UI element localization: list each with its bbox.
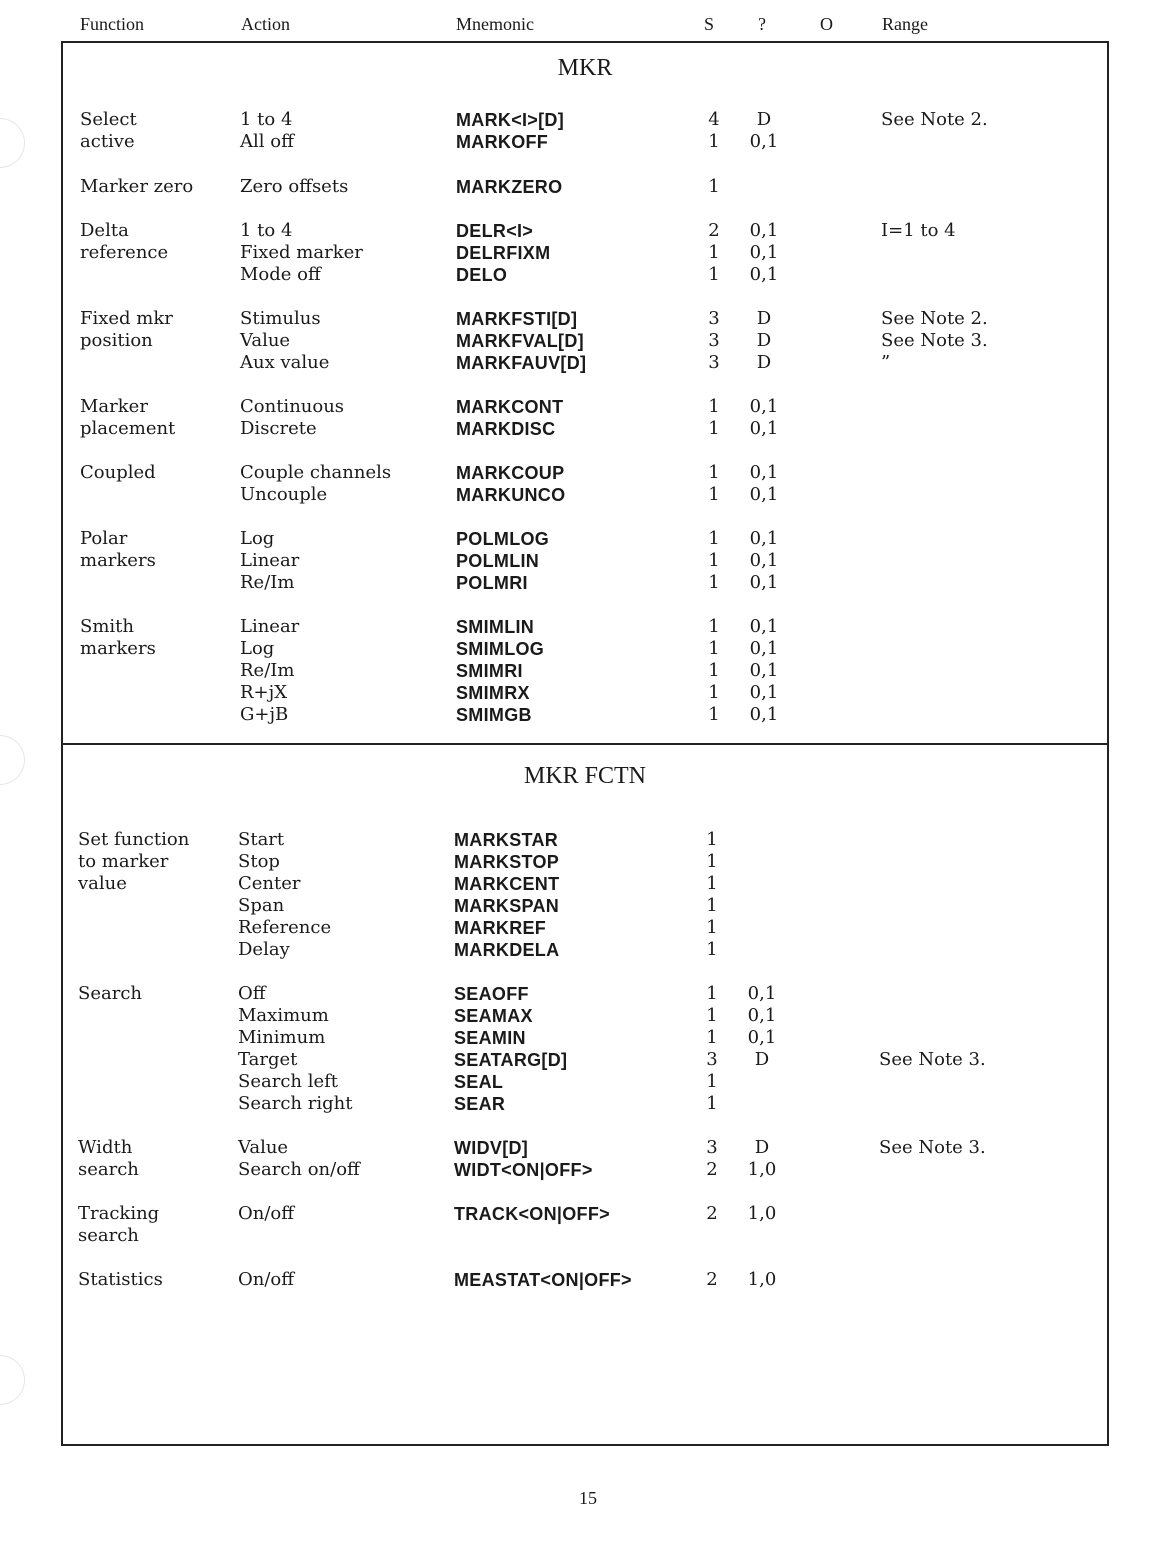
mnemonic-cell: MARKUNCO [456,485,566,505]
action-cell: Zero offsets [240,176,349,197]
function-cell: markers [80,638,156,659]
s-cell: 1 [706,1071,718,1092]
query-cell: 0,1 [749,418,779,439]
action-cell: Fixed marker [240,242,363,263]
mkr-fctn-section-title: MKR FCTN [523,763,647,789]
s-cell: 1 [706,939,718,960]
s-cell: 1 [708,528,720,549]
mkr-fctn-section [61,743,1109,1446]
query-cell: 0,1 [747,1005,777,1026]
range-cell: See Note 3. [879,1137,986,1158]
function-cell: Coupled [80,462,156,483]
mnemonic-cell: MARKFSTI[D] [456,309,578,329]
s-cell: 1 [708,616,720,637]
function-cell: position [80,330,153,351]
s-cell: 1 [706,1093,718,1114]
mnemonic-cell: MARKCONT [456,397,564,417]
mnemonic-cell: DELR<I> [456,221,534,241]
s-cell: 1 [708,462,720,483]
s-cell: 1 [708,704,720,725]
header-s: S [704,14,715,34]
action-cell: Value [238,1137,289,1158]
mnemonic-cell: SMIMGB [456,705,532,725]
mnemonic-cell: TRACK<ON|OFF> [454,1204,610,1224]
action-cell: Off [238,983,266,1004]
query-cell: 0,1 [749,660,779,681]
function-cell: Smith [80,616,134,637]
action-cell: Couple channels [240,462,392,483]
s-cell: 3 [706,1049,718,1070]
s-cell: 3 [708,352,720,373]
function-cell: placement [80,418,176,439]
range-cell: ” [881,352,891,373]
query-cell: 0,1 [749,484,779,505]
query-cell: D [756,330,772,351]
action-cell: Linear [240,550,300,571]
mnemonic-cell: DELRFIXM [456,243,551,263]
action-cell: R+jX [240,682,288,703]
mnemonic-cell: MARKSTOP [454,852,560,872]
mnemonic-cell: SEAL [454,1072,504,1092]
mnemonic-cell: MARKCOUP [456,463,565,483]
mnemonic-cell: MARK<I>[D] [456,110,565,130]
query-cell: 0,1 [749,242,779,263]
page-number: 15 [579,1488,597,1508]
query-cell: 0,1 [749,682,779,703]
function-cell: reference [80,242,169,263]
mnemonic-cell: MARKZERO [456,177,563,197]
action-cell: Mode off [240,264,321,285]
action-cell: Re/Im [240,660,295,681]
query-cell: D [754,1049,770,1070]
s-cell: 1 [706,829,718,850]
function-cell: search [78,1225,139,1246]
mnemonic-cell: SEATARG[D] [454,1050,568,1070]
action-cell: Center [238,873,301,894]
action-cell: Log [240,638,275,659]
range-cell: See Note 2. [881,308,988,329]
mnemonic-cell: DELO [456,265,508,285]
s-cell: 2 [706,1269,718,1290]
s-cell: 1 [706,895,718,916]
query-cell: 0,1 [749,131,779,152]
mnemonic-cell: SEAOFF [454,984,529,1004]
action-cell: Re/Im [240,572,295,593]
mnemonic-cell: SEAR [454,1094,506,1114]
action-cell: Stop [238,851,280,872]
mnemonic-cell: MARKDELA [454,940,560,960]
function-cell: Select [80,109,137,130]
mnemonic-cell: WIDV[D] [454,1138,529,1158]
action-cell: 1 to 4 [240,109,293,130]
query-cell: 0,1 [749,462,779,483]
mnemonic-cell: SMIMRI [456,661,523,681]
query-cell: D [756,109,772,130]
mnemonic-cell: WIDT<ON|OFF> [454,1160,593,1180]
function-cell: active [80,131,135,152]
action-cell: Continuous [240,396,345,417]
query-cell: 0,1 [747,983,777,1004]
action-cell: Uncouple [240,484,328,505]
mnemonic-cell: SEAMAX [454,1006,533,1026]
query-cell: 1,0 [747,1203,777,1224]
header-query: ? [758,14,766,34]
function-cell: Statistics [78,1269,163,1290]
query-cell: 0,1 [749,550,779,571]
s-cell: 2 [706,1203,718,1224]
query-cell: 0,1 [749,220,779,241]
s-cell: 2 [706,1159,718,1180]
function-cell: Set function [78,829,190,850]
binder-hole [0,735,25,785]
mnemonic-cell: MEASTAT<ON|OFF> [454,1270,632,1290]
mnemonic-cell: POLMLIN [456,551,540,571]
header-action: Action [241,14,290,34]
header-range: Range [882,14,928,34]
s-cell: 2 [708,220,720,241]
action-cell: 1 to 4 [240,220,293,241]
query-cell: 0,1 [749,572,779,593]
s-cell: 1 [708,484,720,505]
mnemonic-cell: POLMLOG [456,529,550,549]
mnemonic-cell: SMIMRX [456,683,530,703]
s-cell: 1 [706,917,718,938]
range-cell: I=1 to 4 [881,220,956,241]
query-cell: 0,1 [749,528,779,549]
query-cell: 0,1 [749,396,779,417]
action-cell: Linear [240,616,300,637]
s-cell: 1 [706,851,718,872]
query-cell: D [756,308,772,329]
s-cell: 1 [708,396,720,417]
s-cell: 1 [708,660,720,681]
action-cell: Search right [238,1093,353,1114]
action-cell: Search on/off [238,1159,360,1180]
binder-hole [0,1355,25,1405]
header-function: Function [80,14,145,34]
function-cell: search [78,1159,139,1180]
action-cell: Discrete [240,418,317,439]
range-cell: See Note 3. [879,1049,986,1070]
query-cell: 1,0 [747,1269,777,1290]
s-cell: 1 [708,682,720,703]
s-cell: 4 [708,109,720,130]
mnemonic-cell: MARKOFF [456,132,549,152]
function-cell: Polar [80,528,128,549]
query-cell: D [756,352,772,373]
action-cell: Aux value [240,352,330,373]
s-cell: 1 [706,983,718,1004]
mnemonic-cell: SMIMLOG [456,639,545,659]
function-cell: Width [78,1137,133,1158]
s-cell: 1 [708,572,720,593]
action-cell: On/off [238,1269,295,1290]
mnemonic-cell: MARKDISC [456,419,556,439]
s-cell: 1 [708,242,720,263]
action-cell: G+jB [240,704,289,725]
function-cell: Marker [80,396,148,417]
s-cell: 3 [708,308,720,329]
mkr-section [61,41,1109,745]
mnemonic-cell: MARKSPAN [454,896,560,916]
mnemonic-cell: MARKFAUV[D] [456,353,587,373]
s-cell: 3 [706,1137,718,1158]
action-cell: Target [238,1049,298,1070]
s-cell: 1 [708,264,720,285]
mnemonic-cell: MARKFVAL[D] [456,331,584,351]
action-cell: Minimum [238,1027,326,1048]
function-cell: Search [78,983,142,1004]
query-cell: 0,1 [749,616,779,637]
header-o: O [820,14,833,34]
s-cell: 1 [708,638,720,659]
mkr-section-title: MKR [557,55,613,81]
action-cell: Reference [238,917,332,938]
function-cell: Delta [80,220,129,241]
header-mnemonic: Mnemonic [456,14,534,34]
function-cell: Fixed mkr [80,308,173,329]
action-cell: Maximum [238,1005,329,1026]
s-cell: 1 [708,131,720,152]
action-cell: Stimulus [240,308,321,329]
range-cell: See Note 3. [881,330,988,351]
action-cell: Value [240,330,291,351]
s-cell: 1 [708,176,720,197]
function-cell: Marker zero [80,176,194,197]
query-cell: 0,1 [749,638,779,659]
mnemonic-cell: MARKCENT [454,874,560,894]
query-cell: 0,1 [749,704,779,725]
action-cell: Start [238,829,285,850]
mnemonic-cell: SMIMLIN [456,617,535,637]
function-cell: to marker [78,851,169,872]
function-cell: markers [80,550,156,571]
action-cell: Span [238,895,285,916]
mnemonic-cell: SEAMIN [454,1028,526,1048]
mnemonic-cell: MARKREF [454,918,547,938]
mnemonic-cell: MARKSTAR [454,830,559,850]
s-cell: 3 [708,330,720,351]
mnemonic-cell: POLMRI [456,573,528,593]
function-cell: Tracking [78,1203,160,1224]
query-cell: 0,1 [747,1027,777,1048]
function-cell: value [78,873,127,894]
s-cell: 1 [706,1005,718,1026]
s-cell: 1 [706,1027,718,1048]
binder-hole [0,118,25,168]
query-cell: 1,0 [747,1159,777,1180]
action-cell: Search left [238,1071,339,1092]
action-cell: Log [240,528,275,549]
s-cell: 1 [706,873,718,894]
s-cell: 1 [708,550,720,571]
query-cell: D [754,1137,770,1158]
action-cell: Delay [238,939,290,960]
action-cell: All off [240,131,294,152]
action-cell: On/off [238,1203,295,1224]
range-cell: See Note 2. [881,109,988,130]
query-cell: 0,1 [749,264,779,285]
s-cell: 1 [708,418,720,439]
